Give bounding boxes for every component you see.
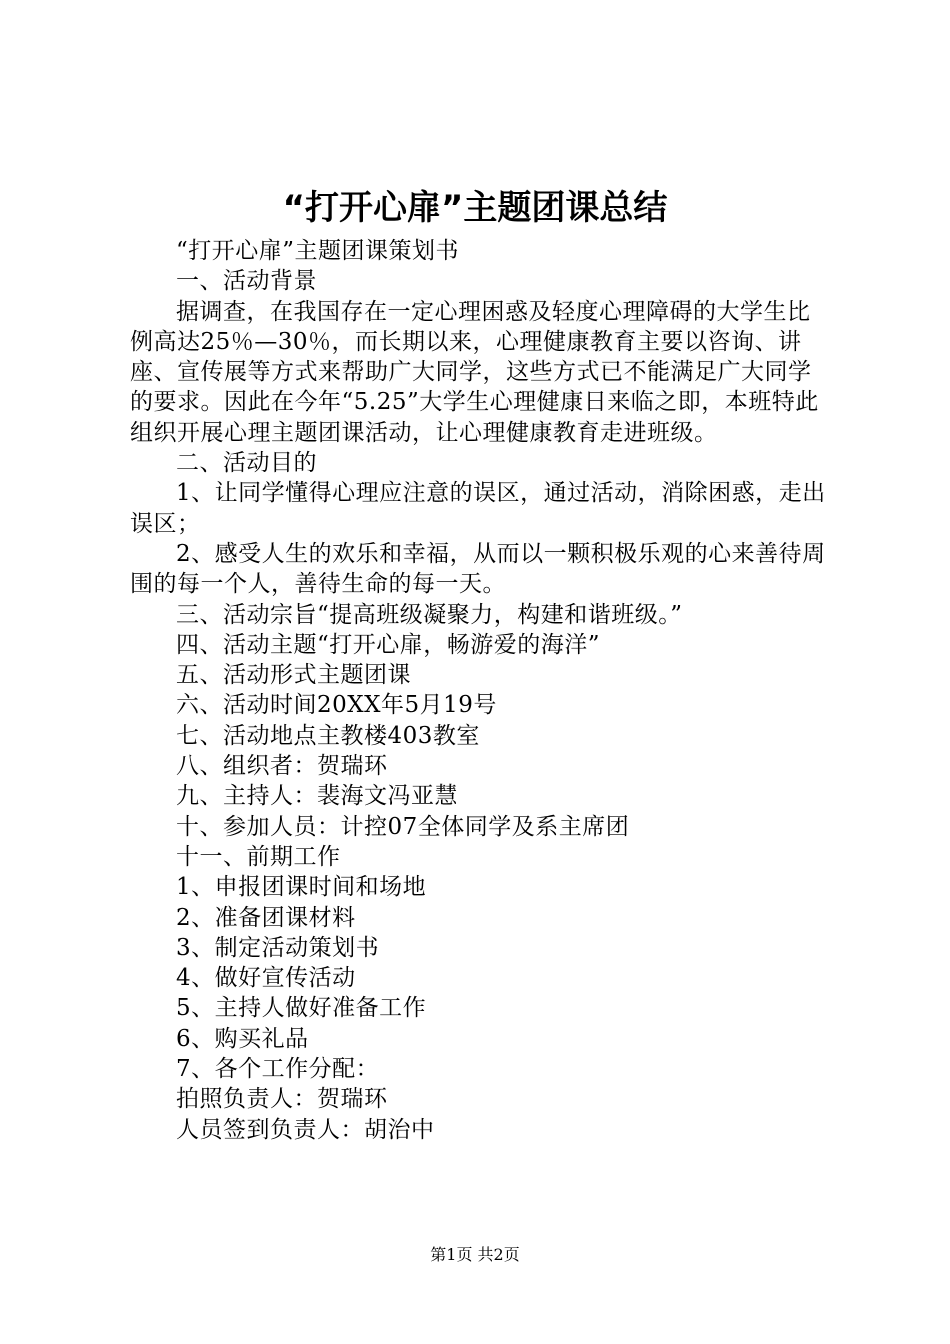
- paragraph: “打开心扉”主题团课策划书: [176, 238, 460, 264]
- list-item: 5、主持人做好准备工作: [176, 995, 427, 1022]
- document-title: “打开心扉”主题团课总结: [282, 188, 668, 228]
- paragraph: 人员签到负责人：胡治中: [176, 1116, 435, 1143]
- section-heading: 五、活动形式主题团课: [176, 662, 411, 689]
- paragraph: 据调查，在我国存在一定心理困惑及轻度心理障碍的大学生比例高达25％—30％，而长期以来，心理健康教育主要以咨询、讲座、宣传展等方式来帮助广大同学，这些方式已不能满足广大同学的要求。因此在今年“5.25”大学生心理健康日来临之即，本班特此组织开展心理主题团课活动，让心理健康教育走进班级。: [130, 298, 819, 446]
- list-item: 2、准备团课材料: [176, 904, 356, 931]
- section-heading: 八、组织者：贺瑞环: [176, 753, 388, 780]
- list-item: 3、制定活动策划书: [176, 934, 380, 961]
- list-item: 6、购买礼品: [176, 1025, 309, 1052]
- paragraph: 2、感受人生的欢乐和幸福，从而以一颗积极乐观的心来善待周围的每一个人，善待生命的每一天。: [130, 540, 826, 598]
- section-heading: 一、活动背景: [176, 268, 317, 295]
- document-body: [130, 236, 830, 1145]
- section-heading: 六、活动时间20XX年5月19号: [176, 692, 497, 719]
- section-heading: 十一、前期工作: [176, 843, 341, 870]
- page-footer: 第1页 共2页: [430, 1245, 520, 1264]
- list-item: 4、做好宣传活动: [176, 965, 356, 992]
- section-heading: 七、活动地点主教楼403教室: [176, 722, 480, 749]
- list-item: 7、各个工作分配：: [176, 1056, 380, 1083]
- section-heading: 三、活动宗旨“提高班级凝聚力，构建和谐班级。”: [176, 601, 683, 628]
- section-heading: 十、参加人员：计控07全体同学及系主席团: [176, 813, 630, 840]
- section-heading: 九、主持人：裴海文冯亚慧: [176, 783, 458, 810]
- paragraph: 1、让同学懂得心理应注意的误区，通过活动，消除困惑，走出误区；: [130, 480, 826, 537]
- paragraph: 拍照负责人：贺瑞环: [176, 1086, 388, 1113]
- section-heading: 四、活动主题“打开心扉，畅游爱的海洋”: [176, 631, 601, 658]
- list-item: 1、申报团课时间和场地: [176, 874, 427, 901]
- section-heading: 二、活动目的: [176, 450, 317, 477]
